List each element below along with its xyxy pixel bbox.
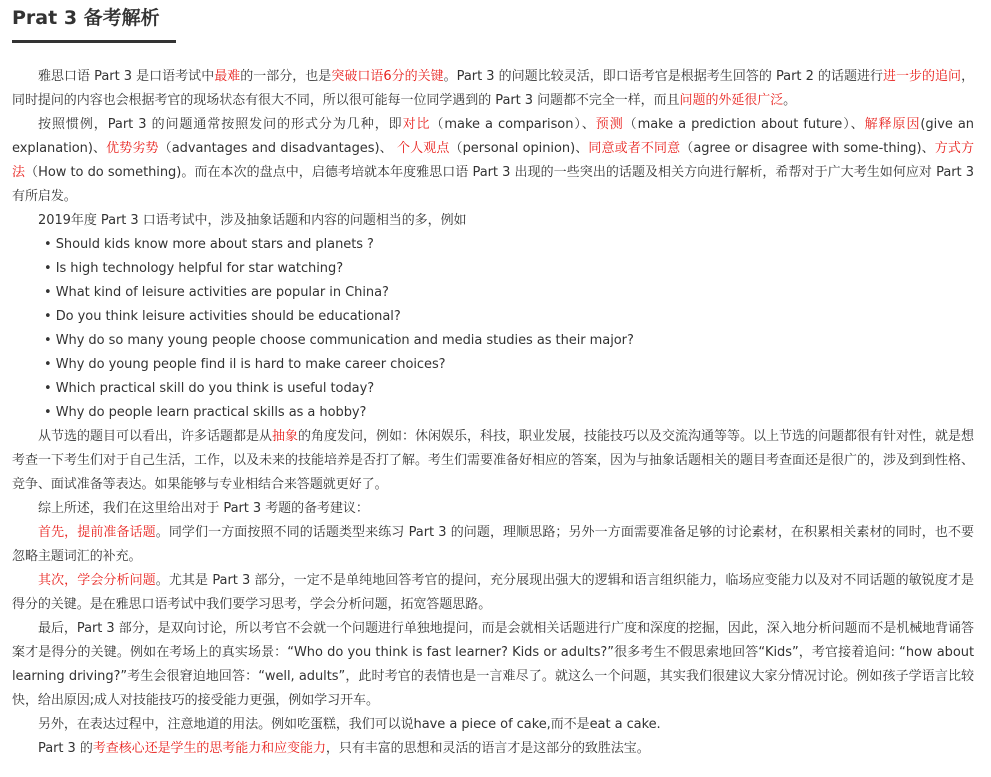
question-item: • Do you think leisure activities should be educational?	[44, 309, 401, 324]
highlighted-text: 对比	[402, 117, 431, 132]
paragraph-text: 2019年度 Part 3 口语考试中，涉及抽象话题和内容的问题相当的多，例如	[38, 213, 467, 228]
question-item: • Which practical skill do you think is useful today?	[44, 381, 375, 396]
paragraph-text: 综上所述，我们在这里给出对于 Part 3 考题的备考建议：	[38, 501, 369, 516]
paragraph-text: 。Part 3 的问题比较灵活，即口语考官是根据考生回答的 Part 2 的话题进行	[443, 69, 883, 84]
paragraph-text: 。尤其是 Part 3 部分，一定不是单纯地回答考官的提问，充分展现出强大的逻辑和语言组织能力，临场应变能力以及对不同话题的敏锐度才是得分的关键。是在雅思口语考试中我们要学习思考，学会分析问题，拓宽答题思路。	[12, 573, 974, 612]
paragraph	[12, 521, 974, 569]
paragraph	[12, 569, 974, 617]
paragraph-text: 的一部分，也是	[240, 69, 332, 84]
paragraph-text: （How to do something)。而在本次的盘点中，启德考培就本年度雅思口语 Part 3 出现的一些突出的话题及相关方向进行解析，希帮对于广大考生如何应对 Part 3 有所启发。	[12, 165, 974, 204]
highlighted-text: 考查核心还是学生的思考能力和应变能力	[92, 741, 326, 756]
highlighted-text: 解释原因	[864, 117, 921, 132]
paragraph	[12, 65, 974, 113]
paragraph	[12, 425, 974, 497]
paragraph-text: （agree or disagree with some-thing)、	[680, 141, 935, 156]
paragraph-text: （make a prediction about future）、	[623, 117, 865, 132]
highlighted-text: 同意或者不同意	[588, 141, 681, 156]
question-item: • Should kids know more about stars and planets ?	[44, 237, 374, 252]
paragraph-text: 最后，Part 3 部分，是双向讨论，所以考官不会就一个问题进行单独地提问，而是会就相关话题进行广度和深度的挖掘，因此，深入地分析问题而不是机械地背诵答案才是得分的关键。例如在考场上的真实场景：“Who do you think is fast learner? Kids or adults?”很多考生不假思索地回答“Kids”，考官接着追问: “how about learning driving?”考生会很窘迫地回答：“well, adults”，此时考官的表情也是一言难尽了。就这么一个问题，其实我们很建议大家分情况讨论。例如孩子学语言比较快，给出原因;成人对技能技巧的接受能力更强，例如学习开车。	[12, 621, 974, 708]
paragraph	[12, 209, 974, 233]
paragraph	[12, 497, 974, 521]
title-underline	[12, 40, 176, 43]
paragraph	[12, 617, 974, 713]
question-item: • Why do so many young people choose communication and media studies as their major?	[44, 333, 634, 348]
paragraph-text: 。	[783, 93, 797, 108]
highlighted-text: 方式方法	[12, 141, 974, 180]
highlighted-text: 个人观点	[397, 141, 450, 156]
paragraph-text: 从节选的题目可以看出，许多话题都是从	[38, 429, 273, 444]
article-body	[12, 65, 974, 761]
paragraph-text: 另外，在表达过程中，注意地道的用法。例如吃蛋糕，我们可以说have a piece of cake,而不是eat a cake.	[38, 717, 661, 732]
paragraph-text: （make a comparison）、	[430, 117, 596, 132]
paragraph-text: 雅思口语 Part 3 是口语考试中	[38, 69, 215, 84]
intro-paragraphs	[12, 65, 974, 233]
paragraph	[12, 713, 974, 737]
highlighted-text: 突破口语6分的关键	[331, 69, 444, 84]
question-item: • Why do people learn practical skills as a hobby?	[44, 405, 367, 420]
paragraph-text: （advantages and disadvantages)、	[158, 141, 397, 156]
page-title: Prat 3 备考解析	[12, 7, 160, 29]
highlighted-text: 首先，提前准备话题	[38, 525, 156, 540]
highlighted-text: 优势劣势	[106, 141, 159, 156]
highlighted-text: 问题的外延很广泛	[679, 93, 784, 108]
highlighted-text: 其次，学会分析问题	[38, 573, 156, 588]
highlighted-text: 抽象	[272, 429, 299, 444]
paragraph-text: 的角度发问，例如：休闲娱乐，科技，职业发展，技能技巧以及交流沟通等等。以上节选的问题都很有针对性，就是想考查一下考生们对于自己生活，工作，以及未来的技能培养是否打了解。考生们需要准备好相应的答案，因为与抽象话题相关的题目考查面还是很广的，涉及到到性格、竞争、面试准备等表达。如果能够与专业相结合来答题就更好了。	[12, 429, 975, 492]
question-item: • Why do young people find il is hard to make career choices?	[44, 357, 446, 372]
paragraph-text: 。同学们一方面按照不同的话题类型来练习 Part 3 的问题，理顺思路；另外一方面需要准备足够的讨论素材，在积累相关素材的同时，也不要忽略主题词汇的补充。	[12, 525, 974, 564]
paragraph-text: ，只有丰富的思想和灵活的语言才是这部分的致胜法宝。	[325, 741, 650, 756]
paragraph	[12, 113, 974, 209]
paragraph-text: 按照惯例，Part 3 的问题通常按照发问的形式分为几种，即	[38, 117, 403, 132]
analysis-paragraphs	[12, 425, 974, 761]
article-header	[12, 4, 160, 32]
paragraph-text: Part 3 的	[38, 741, 93, 756]
paragraph	[12, 737, 974, 761]
highlighted-text: 进一步的追问	[883, 69, 962, 84]
paragraph-text: (give an explanation)、	[12, 117, 974, 156]
paragraph-text: ，同时提问的内容也会根据考官的现场状态有很大不同，所以很可能每一位同学遇到的 Part 3 问题都不完全一样，而且	[12, 69, 975, 108]
highlighted-text: 预测	[595, 117, 624, 132]
question-list	[12, 233, 974, 425]
question-item: • Is high technology helpful for star watching?	[44, 261, 344, 276]
paragraph-text: （personal opinion)、	[449, 141, 589, 156]
question-item: • What kind of leisure activities are popular in China?	[44, 285, 389, 300]
highlighted-text: 最难	[214, 69, 241, 84]
